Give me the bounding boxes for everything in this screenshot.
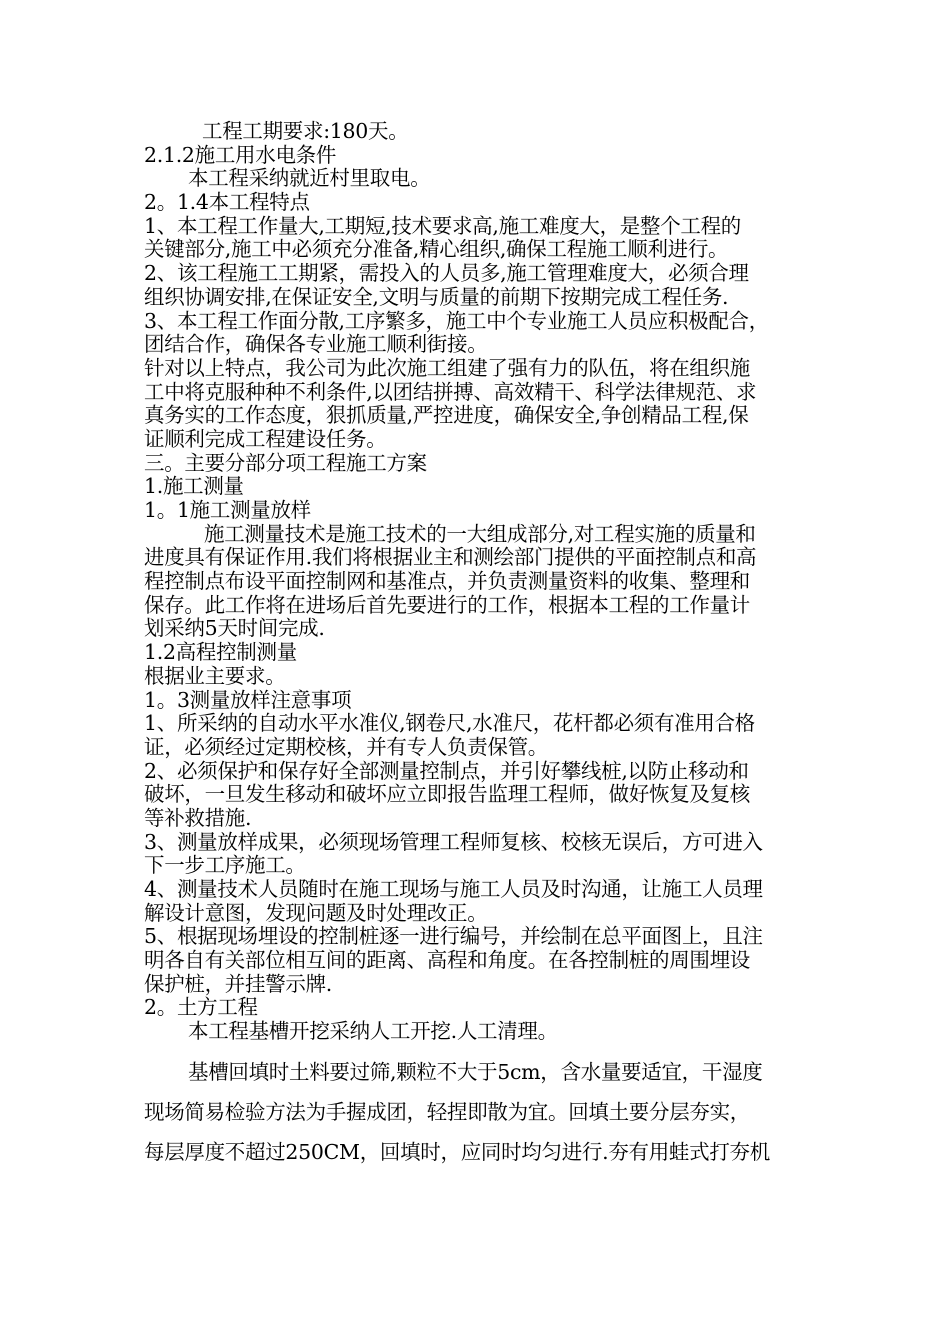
text-line: 1、本工程工作量大,工期短,技术要求高,施工难度大，是整个工程的 bbox=[144, 213, 741, 238]
text-line: 保护桩，并挂警示牌. bbox=[144, 971, 333, 996]
text-line: 2、必须保护和保存好全部测量控制点，并引好攀线桩,以防止移动和 bbox=[144, 758, 749, 783]
text-line: 工程工期要求:180天。 bbox=[202, 119, 409, 143]
text-line: 保存。此工作将在进场后首先要进行的工作，根据本工程的工作量计 bbox=[144, 592, 750, 617]
text-line: 解设计意图，发现问题及时处理改正。 bbox=[144, 900, 488, 925]
text-line: 1、所采纳的自动水平水准仪,钢卷尺,水准尺，花杆都必须有准用合格 bbox=[144, 711, 755, 736]
text-line: 5、根据现场埋设的控制桩逐一进行编号，并绘制在总平面图上，且注 bbox=[144, 924, 763, 949]
text-line: 明各自有关部位相互间的距离、高程和角度。在各控制桩的周围埋设 bbox=[144, 948, 750, 973]
text-line: 证顺利完成工程建设任务。 bbox=[144, 426, 387, 451]
text-line: 真务实的工作态度，狠抓质量,严控进度，确保安全,争创精品工程,保 bbox=[144, 403, 749, 428]
text-line: 4、测量技术人员随时在施工现场与施工人员及时沟通，让施工人员理 bbox=[144, 877, 763, 901]
text-line: 每层厚度不超过250CM，回填时，应同时均匀进行.夯有用蛙式打夯机 bbox=[144, 1139, 770, 1164]
section-heading: 1。1施工测量放样 bbox=[144, 498, 311, 522]
section-heading: 2。土方工程 bbox=[144, 995, 258, 1020]
text-line: 现场简易检验方法为手握成团，轻捏即散为宜。回填土要分层夯实， bbox=[144, 1099, 750, 1124]
text-line: 团结合作，确保各专业施工顺利街接。 bbox=[144, 332, 488, 357]
section-heading: 三。主要分部分项工程施工方案 bbox=[144, 450, 427, 475]
text-line: 证，必须经过定期校核，并有专人负责保管。 bbox=[144, 734, 548, 759]
text-line: 等补救措施. bbox=[144, 805, 252, 830]
text-line: 破坏，一旦发生移动和破坏应立即报告监理工程师，做好恢复及复核 bbox=[144, 782, 750, 807]
text-line: 进度具有保证作用.我们将根据业主和测绘部门提供的平面控制点和高 bbox=[144, 545, 757, 570]
text-line: 施工测量技术是施工技术的一大组成部分,对工程实施的质量和 bbox=[204, 521, 756, 546]
text-line: 下一步工序施工。 bbox=[144, 853, 306, 878]
document-page bbox=[144, 120, 844, 1172]
text-line: 基槽回填时土料要过筛,颗粒不大于5cm，含水量要适宜，干湿度 bbox=[188, 1059, 763, 1084]
text-line: 组织协调安排,在保证安全,文明与质量的前期下按期完成工程任务. bbox=[144, 284, 729, 309]
text-line: 本工程基槽开挖采纳人工开挖.人工清理。 bbox=[188, 1019, 558, 1044]
section-heading: 2.1.2施工用水电条件 bbox=[144, 142, 337, 167]
text-line: 针对以上特点，我公司为此次施工组建了强有力的队伍，将在组织施 bbox=[144, 355, 750, 380]
text-line: 工中将克服种种不利条件,以团结拼搏、高效精干、科学法律规范、求 bbox=[144, 379, 757, 404]
text-line: 关键部分,施工中必须充分准备,精心组织,确保工程施工顺利进行。 bbox=[144, 237, 729, 262]
section-heading: 1.施工测量 bbox=[144, 474, 244, 499]
text-line: 划采纳5天时间完成. bbox=[144, 616, 325, 641]
text-line: 3、测量放样成果，必须现场管理工程师复核、校核无误后，方可进入 bbox=[144, 829, 763, 854]
text-line: 2、该工程施工工期紧，需投入的人员多,施工管理难度大，必须合理 bbox=[144, 261, 749, 286]
section-heading: 1。3测量放样注意事项 bbox=[144, 687, 352, 712]
text-line: 程控制点布设平面控制网和基准点，并负责测量资料的收集、整理和 bbox=[144, 569, 750, 594]
text-line: 3、本工程工作面分散,工序繁多，施工中个专业施工人员应积极配合， bbox=[144, 308, 769, 333]
text-line: 根据业主要求。 bbox=[144, 663, 286, 688]
section-heading: 2。1.4本工程特点 bbox=[144, 190, 310, 215]
section-heading: 1.2高程控制测量 bbox=[144, 640, 297, 665]
text-line: 本工程采纳就近村里取电。 bbox=[188, 166, 431, 191]
